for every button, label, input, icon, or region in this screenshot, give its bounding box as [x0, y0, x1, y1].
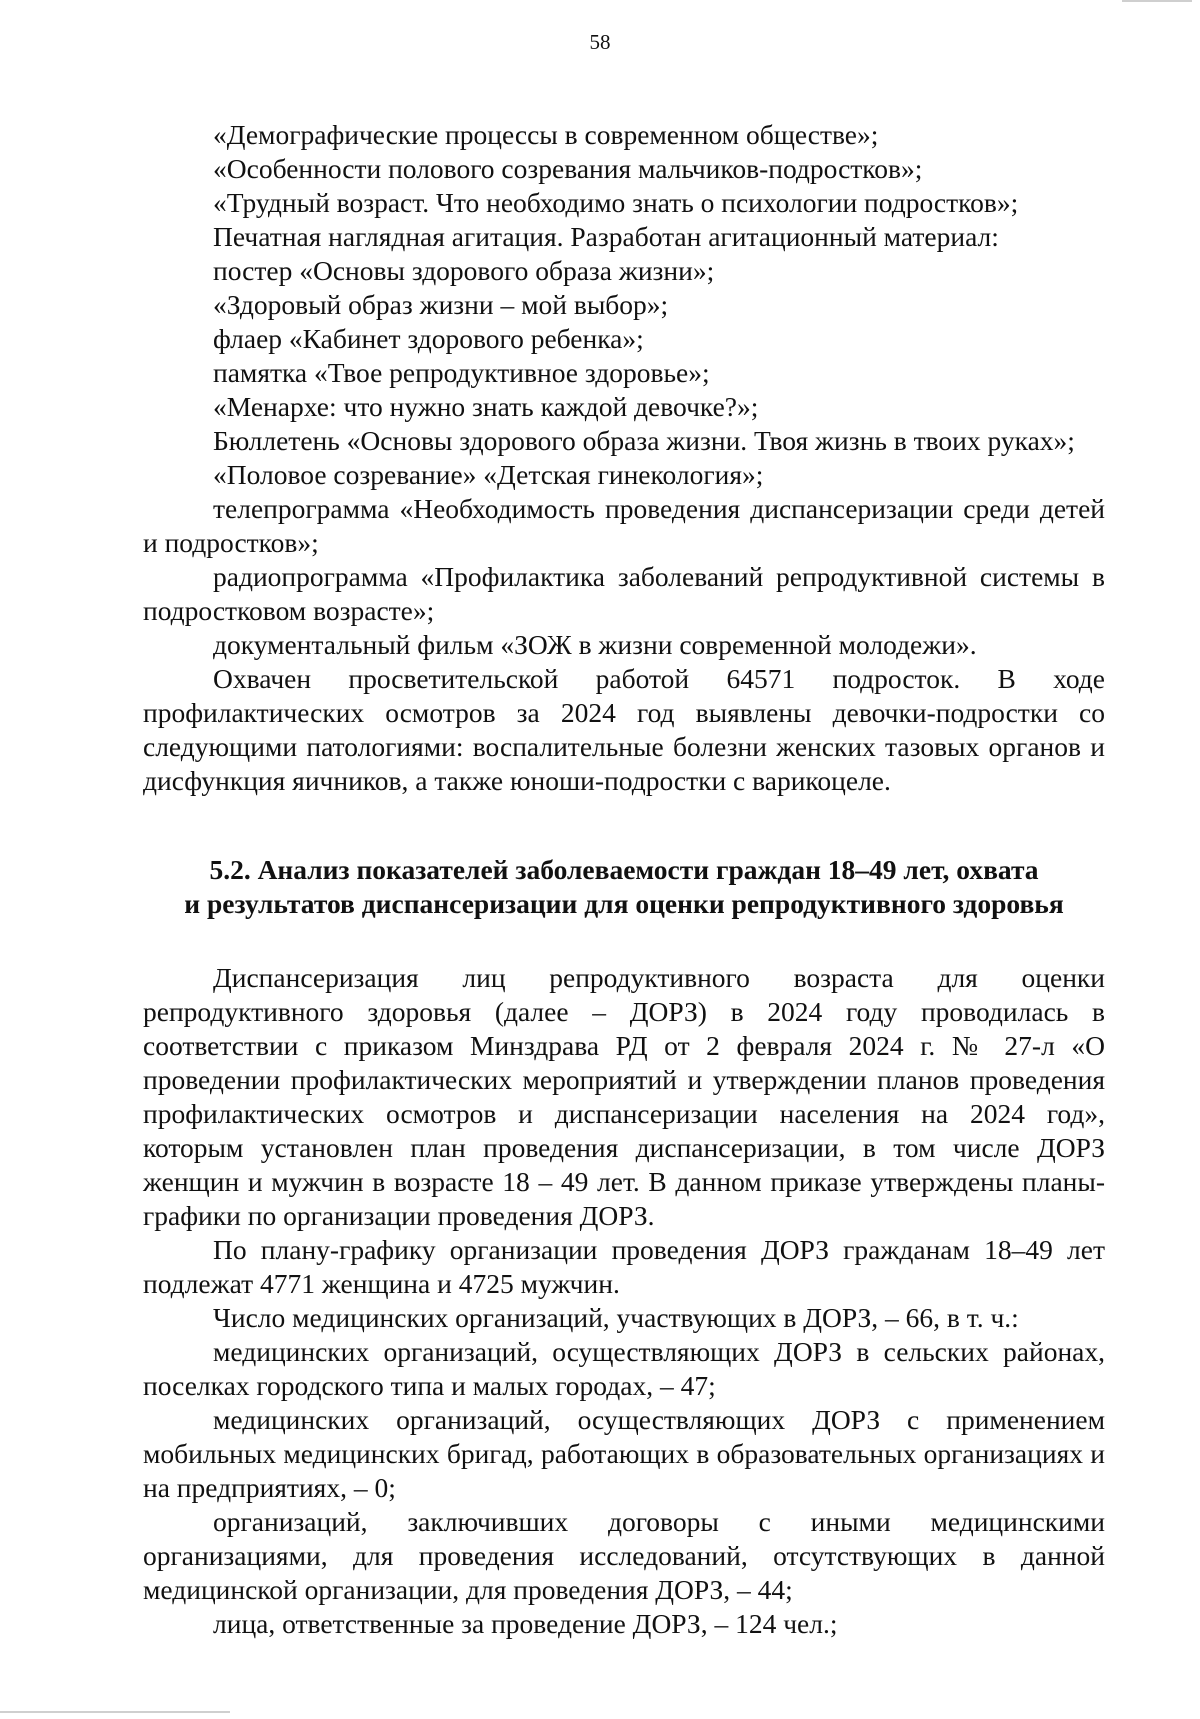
paragraph: «Здоровый образ жизни – мой выбор»; — [213, 289, 669, 320]
section-heading — [143, 853, 1105, 921]
paragraph: постер «Основы здорового образа жизни»; — [213, 255, 715, 286]
section-heading-line: и результатов диспансеризации для оценки репродуктивного здоровья — [184, 888, 1064, 919]
section-heading-line: 5.2. Анализ показателей заболеваемости граждан 18–49 лет, охвата — [209, 854, 1039, 885]
paragraph: Диспансеризация лиц репродуктивного возраста для оценки репродуктивного здоровья (далее – ДОРЗ) в 2024 году проводилась в соответствии с приказом Минздрава РД от 2 февраля 2024 г. № 27-л «О проведении профилактических мероприятий и утверждении планов проведения профилактических осмотров и диспансеризации населения на 2024 год», которым установлен план проведения диспансеризации, в том числе ДОРЗ женщин и мужчин в возрасте 18 – 49 лет. В данном приказе утверждены планы-графики по организации проведения ДОРЗ. — [143, 962, 1105, 1231]
paragraph: лица, ответственные за проведение ДОРЗ, – 124 чел.; — [213, 1608, 838, 1639]
paragraph: «Трудный возраст. Что необходимо знать о психологии подростков»; — [213, 187, 1019, 218]
scan-artifact-top-right — [1122, 0, 1192, 2]
paragraph: медицинских организаций, осуществляющих ДОРЗ в сельских районах, поселках городского типа и малых городах, – 47; — [143, 1336, 1105, 1401]
paragraph: Печатная наглядная агитация. Разработан агитационный материал: — [213, 221, 999, 252]
paragraph: «Менархе: что нужно знать каждой девочке?»; — [213, 391, 759, 422]
page-number: 58 — [589, 30, 611, 54]
paragraph: «Половое созревание» «Детская гинекология»; — [213, 459, 764, 490]
paragraph: памятка «Твое репродуктивное здоровье»; — [213, 357, 710, 388]
scan-artifact-bottom-left — [0, 1711, 230, 1713]
page-content — [143, 118, 1105, 1641]
paragraph: По плану-графику организации проведения ДОРЗ гражданам 18–49 лет подлежат 4771 женщина и 4725 мужчин. — [143, 1234, 1105, 1299]
paragraph: Число медицинских организаций, участвующих в ДОРЗ, – 66, в т. ч.: — [213, 1302, 1019, 1333]
paragraph: организаций, заключивших договоры с иными медицинскими организациями, для проведения исследований, отсутствующих в данной медицинской организации, для проведения ДОРЗ, – 44; — [143, 1506, 1105, 1605]
paragraph: «Особенности полового созревания мальчиков-подростков»; — [213, 153, 923, 184]
paragraph: «Демографические процессы в современном обществе»; — [213, 119, 879, 150]
paragraph: флаер «Кабинет здорового ребенка»; — [213, 323, 644, 354]
paragraph: телепрограмма «Необходимость проведения диспансеризации среди детей и подростков»; — [143, 493, 1105, 558]
paragraph: Бюллетень «Основы здорового образа жизни. Твоя жизнь в твоих руках»; — [213, 425, 1075, 456]
paragraph: документальный фильм «ЗОЖ в жизни современной молодежи». — [213, 629, 977, 660]
paragraph: Охвачен просветительской работой 64571 подросток. В ходе профилактических осмотров за 2024 год выявлены девочки-подростки со следующими патологиями: воспалительные болезни женских тазовых органов и дисфункция яичников, а также юноши-подростки с варикоцеле. — [143, 663, 1105, 796]
paragraph: медицинских организаций, осуществляющих ДОРЗ с применением мобильных медицинских бригад, работающих в образовательных организациях и на предприятиях, – 0; — [143, 1404, 1105, 1503]
paragraph: радиопрограмма «Профилактика заболеваний репродуктивной системы в подростковом возрасте»; — [143, 561, 1105, 626]
